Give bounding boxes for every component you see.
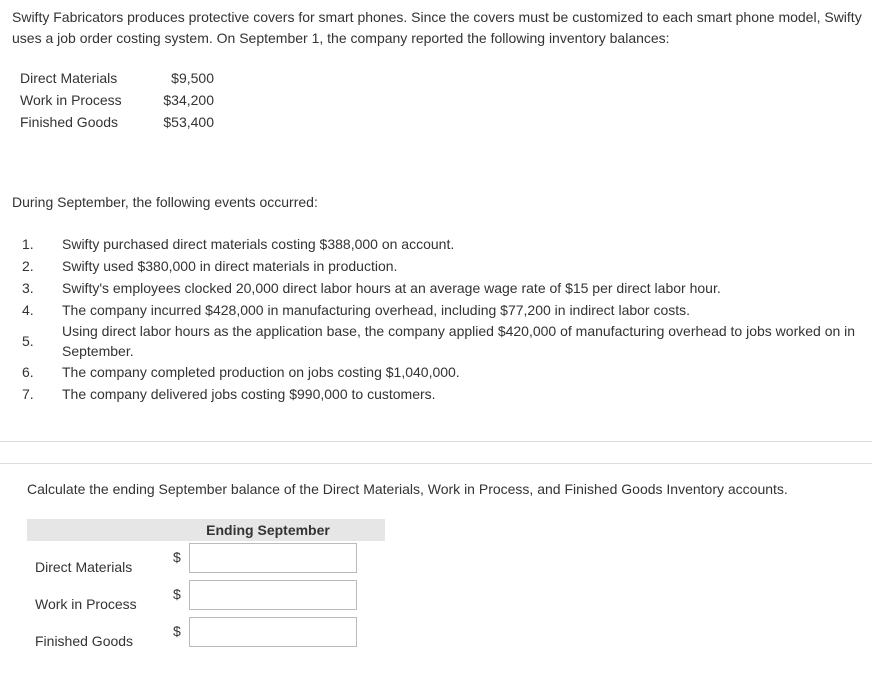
event-number: 2. [22,258,34,274]
event-text: Swifty purchased direct materials costing $388,000 on account. [62,236,455,252]
intro-paragraph: Swifty Fabricators produces protective covers for smart phones. Since the covers must be customized to each smart phone model, Swifty uses a job order costing system. On September 1, the company reported the following inventory balances: [12,9,862,46]
event-number: 4. [22,302,34,318]
event-number: 1. [22,236,34,252]
events-intro: During September, the following events occurred: [12,194,318,210]
balance-value: $9,500 [171,70,214,86]
balance-row [20,89,214,111]
column-header-ending-balance: Ending September [206,522,330,538]
event-text: Swifty used $380,000 in direct materials in production. [62,258,398,274]
question-prompt: Calculate the ending September balance of the Direct Materials, Work in Process, and Finished Goods Inventory accounts. [27,481,788,497]
currency-symbol: $ [173,586,181,602]
work-in-process-balance-input[interactable] [189,580,357,610]
event-text: The company delivered jobs costing $990,000 to customers. [62,386,436,402]
event-number: 6. [22,364,34,380]
balance-row [20,111,214,133]
balance-label: Direct Materials [20,70,118,86]
balance-label: Finished Goods [20,114,119,130]
section-divider [0,441,872,442]
balance-label: Work in Process [20,92,122,108]
row-label-direct-materials: Direct Materials [35,559,133,575]
event-text: Swifty's employees clocked 20,000 direct labor hours at an average wage rate of $15 per direct labor hour. [62,280,721,296]
event-number: 5. [22,333,34,349]
event-item [12,383,862,405]
event-item [12,321,862,361]
event-item [12,277,862,299]
finished-goods-balance-input[interactable] [189,617,357,647]
event-number: 7. [22,386,34,402]
section-divider [0,463,872,464]
currency-symbol: $ [173,549,181,565]
event-text: Using direct labor hours as the application base, the company applied $420,000 of manufacturing overhead to jobs worked on in September. [62,323,856,359]
row-label-finished-goods: Finished Goods [35,633,134,649]
currency-symbol: $ [173,623,181,639]
balance-value: $34,200 [163,92,214,108]
events-list [12,233,862,405]
direct-materials-balance-input[interactable] [189,543,357,573]
balance-value: $53,400 [163,114,214,130]
event-item [12,361,862,383]
event-number: 3. [22,280,34,296]
event-item [12,299,862,321]
event-text: The company incurred $428,000 in manufacturing overhead, including $77,200 in indirect labor costs. [62,302,691,318]
beginning-balances-table [20,67,214,133]
row-label-work-in-process: Work in Process [35,596,137,612]
event-text: The company completed production on jobs costing $1,040,000. [62,364,460,380]
balance-row [20,67,214,89]
event-item [12,255,862,277]
event-item [12,233,862,255]
